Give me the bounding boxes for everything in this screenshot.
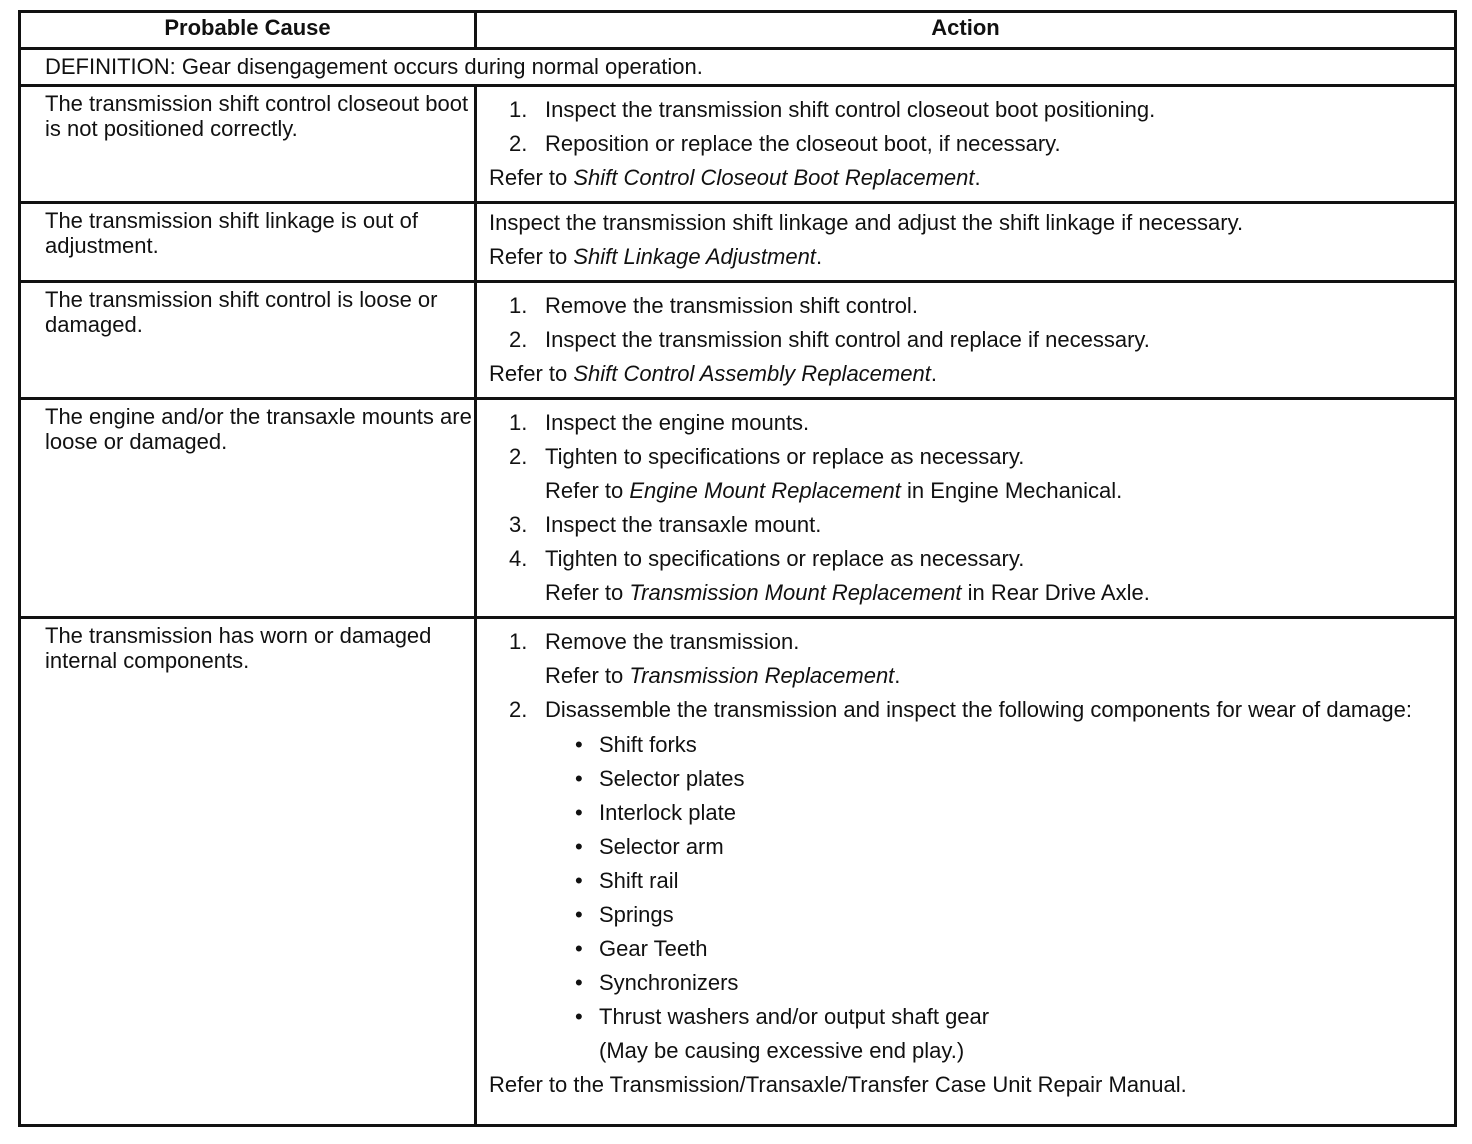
table-row xyxy=(20,399,1456,618)
action-step xyxy=(489,289,1434,323)
action-cell xyxy=(476,618,1456,1126)
step-number: 2. xyxy=(509,131,528,156)
bullet-icon: • xyxy=(575,936,583,961)
header-probable-cause: Probable Cause xyxy=(20,12,476,49)
step-text: Remove the transmission. xyxy=(545,629,800,654)
ref-prefix: Refer to xyxy=(545,478,630,503)
bullet-icon: • xyxy=(575,800,583,825)
action-cell xyxy=(476,86,1456,203)
list-item xyxy=(489,796,1434,830)
bullet-icon: • xyxy=(575,834,583,859)
ref-suffix: in Rear Drive Axle. xyxy=(961,580,1150,605)
step-number: 3. xyxy=(509,512,528,537)
list-item-text: Thrust washers and/or output shaft gear xyxy=(599,1004,990,1029)
ref-prefix: Refer to xyxy=(545,580,630,605)
bullet-icon: • xyxy=(575,1004,583,1029)
table-row xyxy=(20,203,1456,282)
step-text: Inspect the engine mounts. xyxy=(545,410,810,435)
step-number: 4. xyxy=(509,546,528,571)
probable-cause-cell: The transmission shift control is loose or damaged. xyxy=(20,282,476,399)
action-step xyxy=(489,625,1434,659)
reference-line xyxy=(489,357,1434,391)
step-text: Inspect the transaxle mount. xyxy=(545,512,822,537)
step-text: Remove the transmission shift control. xyxy=(545,293,918,318)
step-number: 1. xyxy=(509,97,528,122)
list-item xyxy=(489,966,1434,1000)
probable-cause-cell: The transmission shift linkage is out of adjustment. xyxy=(20,203,476,282)
definition-text: DEFINITION: Gear disengagement occurs during normal operation. xyxy=(20,49,1456,86)
list-item-text: Springs xyxy=(599,902,674,927)
list-item xyxy=(489,864,1434,898)
bullet-icon: • xyxy=(575,732,583,757)
probable-cause-cell: The transmission shift control closeout boot is not positioned correctly. xyxy=(20,86,476,203)
table-row xyxy=(20,86,1456,203)
step-text: Tighten to specifications or replace as necessary. xyxy=(545,546,1025,571)
list-item-text: Selector arm xyxy=(599,834,724,859)
probable-cause-cell: The engine and/or the transaxle mounts are loose or damaged. xyxy=(20,399,476,618)
bullet-icon: • xyxy=(575,868,583,893)
table-header-row xyxy=(20,12,1456,49)
step-number: 2. xyxy=(509,327,528,352)
reference-line xyxy=(489,240,1434,274)
bullet-icon: • xyxy=(575,902,583,927)
ref-prefix: Refer to xyxy=(489,165,574,190)
action-step xyxy=(489,440,1434,474)
action-text: Inspect the transmission shift linkage and adjust the shift linkage if necessary. xyxy=(489,210,1244,235)
list-item xyxy=(489,1000,1434,1034)
action-step xyxy=(489,323,1434,357)
step-number: 1. xyxy=(509,293,528,318)
sub-reference-line xyxy=(489,474,1434,508)
list-item xyxy=(489,762,1434,796)
list-item xyxy=(489,898,1434,932)
action-cell xyxy=(476,399,1456,618)
list-item-text: Shift forks xyxy=(599,732,697,757)
sub-reference-line xyxy=(489,576,1434,610)
ref-suffix: . xyxy=(894,663,901,688)
step-number: 2. xyxy=(509,444,528,469)
ref-title: Transmission Replacement xyxy=(629,663,895,688)
ref-suffix: in Engine Mechanical. xyxy=(900,478,1123,503)
list-item-text: Synchronizers xyxy=(599,970,739,995)
action-cell xyxy=(476,282,1456,399)
ref-title: Shift Linkage Adjustment xyxy=(573,244,816,269)
action-step xyxy=(489,93,1434,127)
list-item xyxy=(489,830,1434,864)
ref-title: Engine Mount Replacement xyxy=(629,478,901,503)
list-item-text: Interlock plate xyxy=(599,800,736,825)
header-action: Action xyxy=(476,12,1456,49)
action-step xyxy=(489,127,1434,161)
action-step xyxy=(489,406,1434,440)
bullet-icon: • xyxy=(575,766,583,791)
reference-line: Refer to the Transmission/Transaxle/Transfer Case Unit Repair Manual. xyxy=(489,1072,1187,1097)
step-text: Reposition or replace the closeout boot, if necessary. xyxy=(545,131,1061,156)
ref-title: Shift Control Assembly Replacement xyxy=(573,361,931,386)
step-number: 2. xyxy=(509,697,528,722)
action-cell xyxy=(476,203,1456,282)
list-item xyxy=(489,728,1434,762)
step-number: 1. xyxy=(509,410,528,435)
action-step xyxy=(489,693,1434,728)
step-text: Disassemble the transmission and inspect the following components for wear of damage: xyxy=(545,697,1413,722)
ref-suffix: . xyxy=(974,165,981,190)
probable-cause-cell: The transmission has worn or damaged internal components. xyxy=(20,618,476,1126)
step-number: 1. xyxy=(509,629,528,654)
ref-suffix: . xyxy=(930,361,937,386)
list-item-text: Selector plates xyxy=(599,766,745,791)
step-text: Inspect the transmission shift control and replace if necessary. xyxy=(545,327,1150,352)
ref-prefix: Refer to xyxy=(489,361,574,386)
action-step xyxy=(489,508,1434,542)
ref-title: Transmission Mount Replacement xyxy=(629,580,962,605)
list-item-text: Shift rail xyxy=(599,868,679,893)
list-item xyxy=(489,932,1434,966)
step-text: Tighten to specifications or replace as necessary. xyxy=(545,444,1025,469)
list-item-text: Gear Teeth xyxy=(599,936,708,961)
definition-row xyxy=(20,49,1456,86)
table-row xyxy=(20,282,1456,399)
ref-prefix: Refer to xyxy=(489,244,574,269)
diagnostic-table xyxy=(18,10,1457,1127)
ref-prefix: Refer to xyxy=(545,663,630,688)
bullet-icon: • xyxy=(575,970,583,995)
table-row xyxy=(20,618,1456,1126)
step-text: Inspect the transmission shift control closeout boot positioning. xyxy=(545,97,1156,122)
reference-line xyxy=(489,161,1434,195)
component-bullet-list xyxy=(489,728,1434,1068)
ref-title: Shift Control Closeout Boot Replacement xyxy=(573,165,975,190)
ref-suffix: . xyxy=(815,244,823,269)
action-step xyxy=(489,542,1434,576)
bullet-note: (May be causing excessive end play.) xyxy=(599,1038,965,1063)
sub-reference-line xyxy=(489,659,1434,693)
